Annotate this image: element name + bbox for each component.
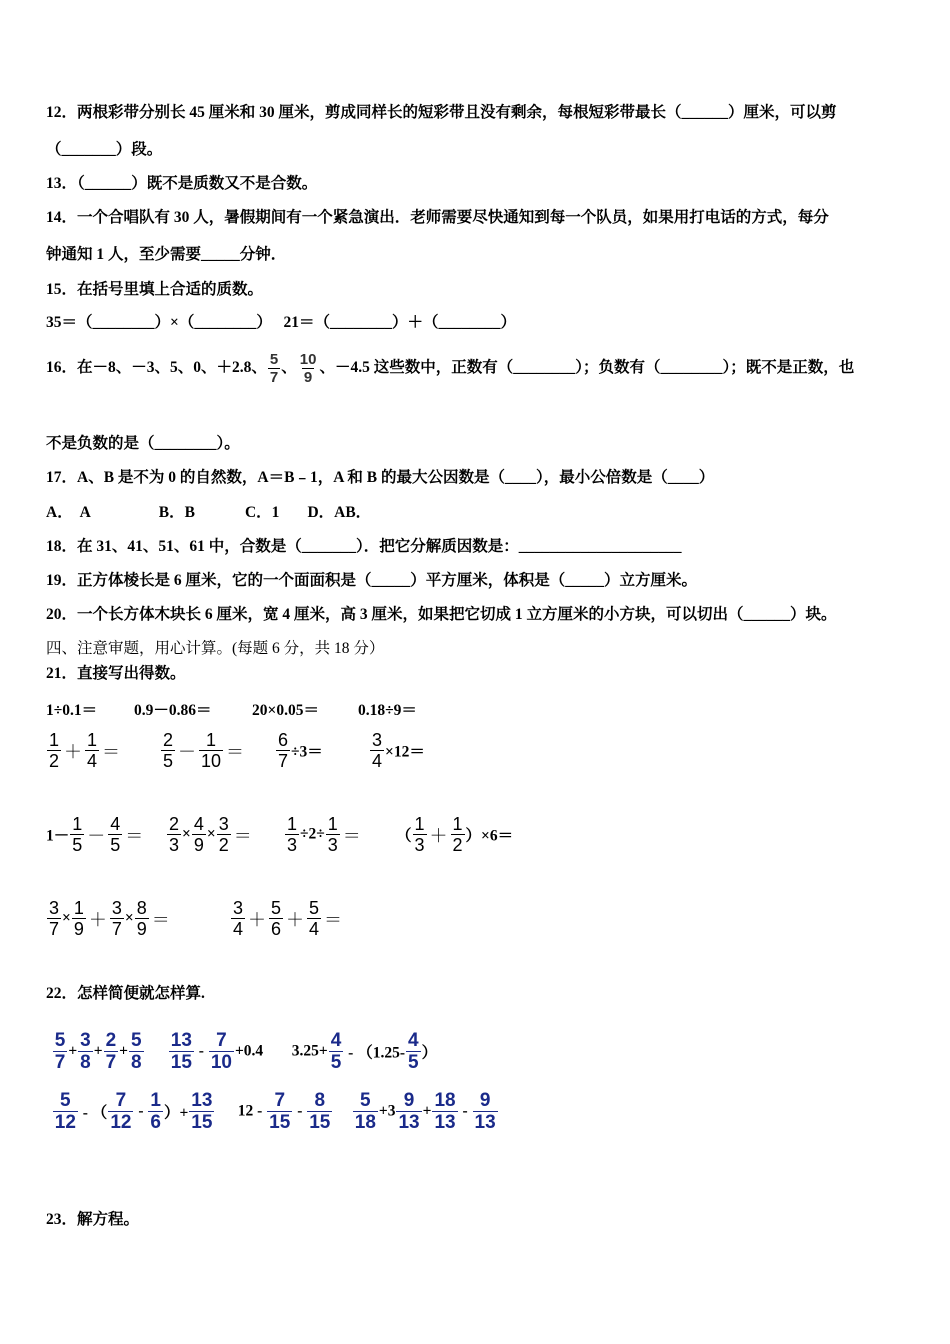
q14-line1: 14．一个合唱队有 30 人，暑假期间有一个紧急演出．老师需要尽快通知到每一个队员，如果用打电话的方式，每分 xyxy=(46,209,829,226)
q21-row4-a: $\frac{3}{7}$ × $\frac{1}{9}$ ＋ $\frac{3}{7}$ × $\frac{8}{9}$ ＝ xyxy=(49,898,170,939)
q14-line2: 钟通知 1 人，至少需要_____分钟． xyxy=(46,246,287,263)
q21-row1-d: 0.18÷9＝ xyxy=(358,702,417,719)
q16-line2: 不是负数的是（________）。 xyxy=(46,435,240,452)
fraction: $\frac{8}{9}$ xyxy=(136,898,147,939)
q17-option-b: B．B xyxy=(158,504,195,521)
q21-row2-a: $\frac{1}{2}$ ＋ $\frac{1}{4}$ ＝ xyxy=(49,730,121,771)
fraction: $\frac{3}{4}$ xyxy=(233,898,244,939)
q22-expr-5: 12 - $\frac{7}{15}$ - $\frac{8}{15}$ xyxy=(237,1090,331,1133)
fraction: $\frac{1}{3}$ xyxy=(327,814,338,855)
fraction: $\frac{3}{2}$ xyxy=(218,814,229,855)
q18: 18．在 31、41、51、61 中，合数是（_______）．把它分解质因数是：_____________________ xyxy=(46,538,682,555)
fraction: $\frac{2}{7}$ xyxy=(105,1030,117,1073)
q22-title: 22．怎样简便就怎样算. xyxy=(46,985,205,1002)
fraction: $\frac{1}{2}$ xyxy=(49,730,60,771)
fraction: $\frac{5}{7}$ xyxy=(54,1030,66,1073)
fraction: $\frac{9}{13}$ xyxy=(398,1090,420,1133)
fraction: $\frac{7}{15}$ xyxy=(269,1090,291,1133)
fraction: $\frac{1}{3}$ xyxy=(287,814,298,855)
fraction: $\frac{5}{4}$ xyxy=(309,898,320,939)
q16-pre: 16．在－8、－3、5、0、＋2.8、 xyxy=(46,359,267,376)
q21-row1-b: 0.9－0.86＝ xyxy=(134,702,212,719)
q22-expr-3: 3.25+ $\frac{4}{5}$ - （1.25- $\frac{4}{5}$ ） xyxy=(291,1030,438,1073)
fraction: $\frac{1}{2}$ xyxy=(452,814,463,855)
q16-fraction-5-7: $\frac{5}{7}$ xyxy=(269,350,279,386)
fraction: $\frac{13}{15}$ xyxy=(170,1030,192,1073)
q21-row1-c: 20×0.05＝ xyxy=(252,702,319,719)
fraction: $\frac{5}{6}$ xyxy=(271,898,282,939)
q16-post: 、－4.5 这些数中，正数有（________）；负数有（________）；既不是正数，也 xyxy=(319,359,855,376)
q22-expr-6: $\frac{5}{18}$ +3 $\frac{9}{13}$ + $\frac{18}{13}$ - $\frac{9}{13}$ xyxy=(354,1090,496,1133)
q21-row3-a: 1－ $\frac{1}{5}$ － $\frac{4}{5}$ ＝ xyxy=(46,814,144,855)
fraction: $\frac{9}{13}$ xyxy=(474,1090,496,1133)
q12-line2: （_______）段。 xyxy=(46,141,163,158)
q16-fraction-10-9: $\frac{10}{9}$ xyxy=(299,350,317,386)
fraction: $\frac{1}{6}$ xyxy=(150,1090,161,1133)
q22-expr-2: $\frac{13}{15}$ - $\frac{7}{10}$ +0.4 xyxy=(170,1030,264,1073)
q21-row4-b: $\frac{3}{4}$ ＋ $\frac{5}{6}$ ＋ $\frac{5}{4}$ ＝ xyxy=(233,898,343,939)
q17-option-d: D．AB． xyxy=(307,504,372,521)
q17-line: 17．A、B 是不为 0 的自然数，A＝B﹣1，A 和 B 的最大公因数是（____），最小公倍数是（____） xyxy=(46,469,715,486)
q16-sep: 、 xyxy=(281,359,297,376)
fraction: $\frac{1}{4}$ xyxy=(87,730,98,771)
q15-line: 35＝（________）×（________） 21＝（________）＋（________） xyxy=(46,314,516,331)
q13: 13．（______）既不是质数又不是合数。 xyxy=(46,175,318,192)
q22-expr-4: $\frac{5}{12}$ - （ $\frac{7}{12}$ - $\frac{1}{6}$ ）+ $\frac{13}{15}$ xyxy=(54,1090,213,1133)
q12-line1: 12．两根彩带分别长 45 厘米和 30 厘米，剪成同样长的短彩带且没有剩余，每根短彩带最长（______）厘米，可以剪 xyxy=(46,104,837,121)
fraction: $\frac{4}{5}$ xyxy=(330,1030,342,1073)
q17-option-c: C．1 xyxy=(244,504,280,521)
fraction: $\frac{4}{9}$ xyxy=(193,814,204,855)
q21-row1-a: 1÷0.1＝ xyxy=(46,702,98,719)
fraction: $\frac{5}{8}$ xyxy=(131,1030,142,1073)
q16-line1 xyxy=(46,346,854,390)
fraction: $\frac{1}{10}$ xyxy=(201,730,222,771)
fraction: $\frac{18}{13}$ xyxy=(434,1090,456,1133)
q21-row2-d: $\frac{3}{4}$ ×12＝ xyxy=(372,730,425,771)
q22-expr-1: $\frac{5}{7}$ + $\frac{3}{8}$ + $\frac{2}{7}$ + $\frac{5}{8}$ xyxy=(54,1030,142,1073)
q20: 20．一个长方体木块长 6 厘米，宽 4 厘米，高 3 厘米，如果把它切成 1 立方厘米的小方块，可以切出（______）块。 xyxy=(46,606,837,623)
fraction: $\frac{2}{3}$ xyxy=(169,814,180,855)
q21-row3-d: （ $\frac{1}{3}$ ＋ $\frac{1}{2}$ ）×6＝ xyxy=(396,814,514,855)
fraction: $\frac{8}{15}$ xyxy=(309,1090,331,1133)
q17-options xyxy=(46,503,371,523)
q21-row2-c: $\frac{6}{7}$ ÷3＝ xyxy=(278,730,323,771)
q15-title: 15．在括号里填上合适的质数。 xyxy=(46,281,264,298)
q21-row3-b: $\frac{2}{3}$ × $\frac{4}{9}$ × $\frac{3}{2}$ ＝ xyxy=(169,814,252,855)
fraction: $\frac{4}{5}$ xyxy=(110,814,121,855)
q23-title: 23．解方程。 xyxy=(46,1211,140,1228)
fraction: $\frac{6}{7}$ xyxy=(278,730,289,771)
q21-title: 21．直接写出得数。 xyxy=(46,665,186,682)
fraction: $\frac{5}{12}$ xyxy=(54,1090,76,1133)
q17-option-a: A． A xyxy=(46,504,91,521)
fraction: $\frac{2}{5}$ xyxy=(163,730,174,771)
fraction: $\frac{3}{7}$ xyxy=(111,898,122,939)
q21-row3-c: $\frac{1}{3}$ ÷2÷ $\frac{1}{3}$ ＝ xyxy=(287,814,361,855)
fraction: $\frac{1}{9}$ xyxy=(73,898,84,939)
fraction: $\frac{4}{5}$ xyxy=(408,1030,419,1073)
fraction: $\frac{7}{12}$ xyxy=(110,1090,132,1133)
fraction: $\frac{1}{3}$ xyxy=(414,814,425,855)
fraction: $\frac{13}{15}$ xyxy=(191,1090,213,1133)
fraction: $\frac{3}{7}$ xyxy=(49,898,60,939)
q19: 19．正方体棱长是 6 厘米，它的一个面面积是（_____）平方厘米，体积是（_____）立方厘米。 xyxy=(46,572,698,589)
fraction: $\frac{1}{5}$ xyxy=(72,814,83,855)
fraction: $\frac{3}{4}$ xyxy=(372,730,383,771)
fraction: $\frac{7}{10}$ xyxy=(210,1030,232,1073)
fraction: $\frac{5}{18}$ xyxy=(354,1090,376,1133)
fraction: $\frac{3}{8}$ xyxy=(80,1030,91,1073)
section-4-heading: 四、注意审题，用心计算。(每题 6 分，共 18 分） xyxy=(46,640,385,657)
q21-row2-b: $\frac{2}{5}$ － $\frac{1}{10}$ ＝ xyxy=(163,730,245,771)
